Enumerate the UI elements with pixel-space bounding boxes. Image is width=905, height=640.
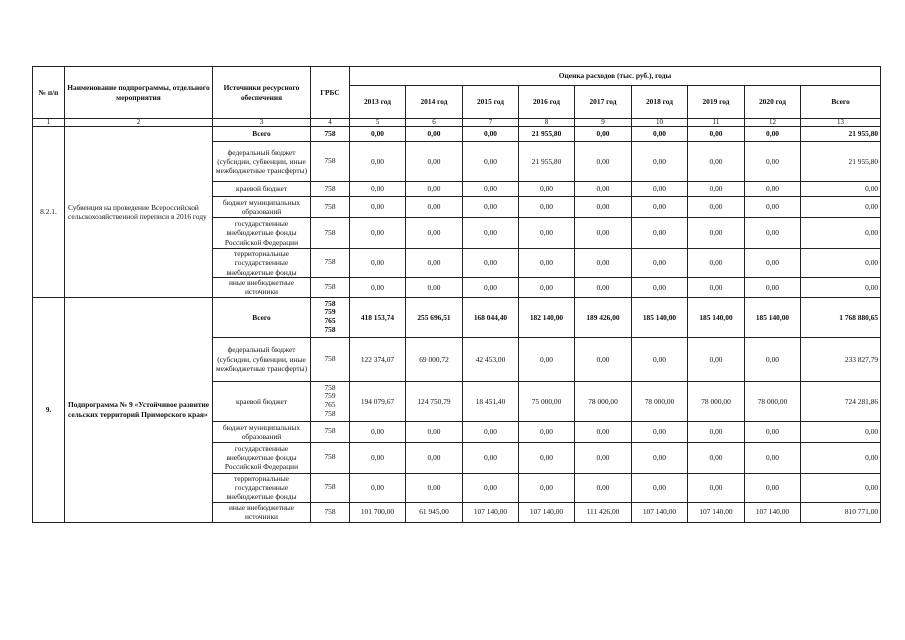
year-value: 0,00 bbox=[688, 218, 745, 249]
year-value: 0,00 bbox=[632, 218, 688, 249]
year-value: 0,00 bbox=[745, 218, 801, 249]
year-value: 0,00 bbox=[688, 249, 745, 278]
total-value: 0,00 bbox=[801, 182, 881, 197]
year-value: 0,00 bbox=[632, 182, 688, 197]
year-value: 0,00 bbox=[575, 442, 632, 473]
header-year: 2017 год bbox=[575, 86, 632, 119]
year-value: 0,00 bbox=[350, 127, 406, 142]
year-value: 182 140,00 bbox=[519, 297, 575, 337]
funding-source: федеральный бюджет (субсидии, субвенции, иные межбюджетные трансферты) bbox=[213, 337, 311, 381]
funding-source: территориальные государственные внебюджетные фонды bbox=[213, 249, 311, 278]
grbs-code: 758 bbox=[324, 506, 336, 516]
grbs-cell bbox=[311, 442, 350, 473]
grbs-cell bbox=[311, 197, 350, 218]
header-estimate: Оценка расходов (тыс. руб.), годы bbox=[350, 67, 881, 86]
year-value: 0,00 bbox=[519, 197, 575, 218]
year-value: 0,00 bbox=[350, 142, 406, 182]
year-value: 0,00 bbox=[745, 249, 801, 278]
year-value: 78 000,00 bbox=[745, 381, 801, 421]
column-number: 9 bbox=[575, 119, 632, 127]
header-name: Наименование подпрограммы, отдельного мероприятия bbox=[65, 67, 213, 119]
header-year: 2018 год bbox=[632, 86, 688, 119]
funding-source: Всего bbox=[213, 297, 311, 337]
column-number: 1 bbox=[33, 119, 65, 127]
grbs-cell bbox=[311, 502, 350, 522]
year-value: 0,00 bbox=[406, 249, 463, 278]
column-number: 8 bbox=[519, 119, 575, 127]
year-value: 0,00 bbox=[632, 337, 688, 381]
year-value: 0,00 bbox=[632, 249, 688, 278]
grbs-code: 758 bbox=[324, 257, 336, 267]
column-number: 12 bbox=[745, 119, 801, 127]
year-value: 0,00 bbox=[745, 182, 801, 197]
grbs-code: 758 bbox=[324, 227, 336, 237]
grbs-cell bbox=[311, 127, 350, 142]
year-value: 0,00 bbox=[688, 337, 745, 381]
grbs-code: 758 bbox=[324, 298, 336, 308]
table-row bbox=[33, 127, 881, 142]
year-value: 0,00 bbox=[350, 218, 406, 249]
grbs-cell bbox=[311, 182, 350, 197]
year-value: 0,00 bbox=[406, 142, 463, 182]
grbs-code: 765 bbox=[324, 400, 336, 410]
column-number: 11 bbox=[688, 119, 745, 127]
year-value: 0,00 bbox=[519, 182, 575, 197]
grbs-code: 758 bbox=[324, 183, 336, 193]
grbs-code: 758 bbox=[324, 426, 336, 436]
grbs-code: 758 bbox=[324, 325, 336, 335]
column-numbers-row bbox=[33, 119, 881, 127]
year-value: 0,00 bbox=[350, 277, 406, 297]
year-value: 0,00 bbox=[688, 197, 745, 218]
year-value: 0,00 bbox=[350, 197, 406, 218]
total-value: 724 281,86 bbox=[801, 381, 881, 421]
year-value: 0,00 bbox=[463, 277, 519, 297]
year-value: 0,00 bbox=[463, 249, 519, 278]
grbs-code: 758 bbox=[324, 281, 336, 291]
funding-source: иные внебюджетные источники bbox=[213, 502, 311, 522]
budget-table bbox=[32, 66, 881, 523]
year-value: 0,00 bbox=[688, 182, 745, 197]
year-value: 0,00 bbox=[575, 421, 632, 442]
year-value: 0,00 bbox=[463, 182, 519, 197]
year-value: 185 140,00 bbox=[632, 297, 688, 337]
total-value: 0,00 bbox=[801, 421, 881, 442]
total-value: 0,00 bbox=[801, 249, 881, 278]
year-value: 0,00 bbox=[519, 421, 575, 442]
grbs-cell bbox=[311, 249, 350, 278]
year-value: 0,00 bbox=[406, 218, 463, 249]
year-value: 185 140,00 bbox=[688, 297, 745, 337]
year-value: 0,00 bbox=[745, 473, 801, 502]
funding-source: краевой бюджет bbox=[213, 182, 311, 197]
year-value: 0,00 bbox=[575, 473, 632, 502]
year-value: 0,00 bbox=[688, 142, 745, 182]
year-value: 0,00 bbox=[632, 442, 688, 473]
year-value: 0,00 bbox=[688, 277, 745, 297]
year-value: 0,00 bbox=[463, 473, 519, 502]
year-value: 418 153,74 bbox=[350, 297, 406, 337]
header-year: 2013 год bbox=[350, 86, 406, 119]
total-value: 21 955,80 bbox=[801, 127, 881, 142]
year-value: 107 140,00 bbox=[463, 502, 519, 522]
column-number: 7 bbox=[463, 119, 519, 127]
year-value: 0,00 bbox=[632, 473, 688, 502]
budget-table-page bbox=[32, 66, 879, 523]
header-year: 2020 год bbox=[745, 86, 801, 119]
grbs-code: 758 bbox=[324, 156, 336, 166]
year-value: 42 453,00 bbox=[463, 337, 519, 381]
grbs-cell bbox=[311, 297, 350, 337]
year-value: 0,00 bbox=[688, 473, 745, 502]
year-value: 0,00 bbox=[745, 127, 801, 142]
table-row bbox=[33, 297, 881, 337]
year-value: 0,00 bbox=[632, 142, 688, 182]
year-value: 0,00 bbox=[745, 442, 801, 473]
grbs-cell bbox=[311, 337, 350, 381]
year-value: 0,00 bbox=[575, 218, 632, 249]
total-value: 1 768 880,65 bbox=[801, 297, 881, 337]
year-value: 194 079,67 bbox=[350, 381, 406, 421]
funding-source: федеральный бюджет (субсидии, субвенции, иные межбюджетные трансферты) bbox=[213, 142, 311, 182]
year-value: 0,00 bbox=[632, 127, 688, 142]
year-value: 0,00 bbox=[406, 197, 463, 218]
year-value: 0,00 bbox=[745, 337, 801, 381]
year-value: 78 000,00 bbox=[575, 381, 632, 421]
year-value: 0,00 bbox=[350, 473, 406, 502]
total-value: 0,00 bbox=[801, 442, 881, 473]
header-grbs: ГРБС bbox=[311, 67, 350, 119]
year-value: 0,00 bbox=[519, 249, 575, 278]
total-value: 0,00 bbox=[801, 473, 881, 502]
year-value: 185 140,00 bbox=[745, 297, 801, 337]
year-value: 0,00 bbox=[632, 197, 688, 218]
table-body bbox=[33, 127, 881, 523]
column-number: 10 bbox=[632, 119, 688, 127]
grbs-cell bbox=[311, 381, 350, 421]
year-value: 255 696,51 bbox=[406, 297, 463, 337]
funding-source: краевой бюджет bbox=[213, 381, 311, 421]
year-value: 0,00 bbox=[463, 197, 519, 218]
year-value: 189 426,00 bbox=[575, 297, 632, 337]
year-value: 0,00 bbox=[632, 277, 688, 297]
total-value: 21 955,80 bbox=[801, 142, 881, 182]
grbs-code: 759 bbox=[324, 391, 336, 401]
funding-source: государственные внебюджетные фонды Российской Федерации bbox=[213, 442, 311, 473]
year-value: 0,00 bbox=[688, 442, 745, 473]
grbs-cell bbox=[311, 277, 350, 297]
total-value: 0,00 bbox=[801, 218, 881, 249]
year-value: 0,00 bbox=[575, 197, 632, 218]
header-no: № п/п bbox=[33, 67, 65, 119]
year-value: 0,00 bbox=[519, 337, 575, 381]
year-value: 0,00 bbox=[575, 337, 632, 381]
year-value: 0,00 bbox=[575, 142, 632, 182]
year-value: 0,00 bbox=[463, 218, 519, 249]
grbs-cell bbox=[311, 142, 350, 182]
year-value: 0,00 bbox=[575, 127, 632, 142]
year-value: 78 000,00 bbox=[688, 381, 745, 421]
header-year: 2015 год bbox=[463, 86, 519, 119]
year-value: 122 374,07 bbox=[350, 337, 406, 381]
year-value: 111 426,00 bbox=[575, 502, 632, 522]
year-value: 124 750,79 bbox=[406, 381, 463, 421]
total-value: 233 827,79 bbox=[801, 337, 881, 381]
year-value: 0,00 bbox=[406, 127, 463, 142]
year-value: 0,00 bbox=[745, 277, 801, 297]
year-value: 0,00 bbox=[350, 421, 406, 442]
funding-source: бюджет муниципальных образований bbox=[213, 197, 311, 218]
section-number: 8.2.1. bbox=[33, 127, 65, 298]
year-value: 0,00 bbox=[463, 127, 519, 142]
grbs-cell bbox=[311, 473, 350, 502]
funding-source: иные внебюджетные источники bbox=[213, 277, 311, 297]
funding-source: бюджет муниципальных образований bbox=[213, 421, 311, 442]
year-value: 107 140,00 bbox=[519, 502, 575, 522]
funding-source: Всего bbox=[213, 127, 311, 142]
year-value: 21 955,80 bbox=[519, 142, 575, 182]
header-year: 2016 год bbox=[519, 86, 575, 119]
year-value: 0,00 bbox=[350, 442, 406, 473]
year-value: 0,00 bbox=[575, 277, 632, 297]
year-value: 18 451,40 bbox=[463, 381, 519, 421]
year-value: 0,00 bbox=[406, 473, 463, 502]
column-number: 3 bbox=[213, 119, 311, 127]
total-value: 0,00 bbox=[801, 197, 881, 218]
year-value: 0,00 bbox=[406, 182, 463, 197]
year-value: 101 700,00 bbox=[350, 502, 406, 522]
year-value: 0,00 bbox=[745, 421, 801, 442]
year-value: 0,00 bbox=[519, 277, 575, 297]
grbs-code: 758 bbox=[324, 128, 336, 138]
grbs-code: 758 bbox=[324, 409, 336, 419]
year-value: 107 140,00 bbox=[632, 502, 688, 522]
year-value: 0,00 bbox=[632, 421, 688, 442]
column-number: 4 bbox=[311, 119, 350, 127]
grbs-cell bbox=[311, 218, 350, 249]
year-value: 0,00 bbox=[406, 277, 463, 297]
header-year: 2019 год bbox=[688, 86, 745, 119]
year-value: 69 000,72 bbox=[406, 337, 463, 381]
section-name: Субвенция на проведение Всероссийской сельскохозяйственной переписи в 2016 году bbox=[65, 127, 213, 298]
year-value: 0,00 bbox=[519, 218, 575, 249]
year-value: 75 000,00 bbox=[519, 381, 575, 421]
header-source: Источники ресурсного обеспечения bbox=[213, 67, 311, 119]
total-value: 0,00 bbox=[801, 277, 881, 297]
year-value: 168 044,40 bbox=[463, 297, 519, 337]
year-value: 0,00 bbox=[688, 421, 745, 442]
header-year: Всего bbox=[801, 86, 881, 119]
grbs-code: 758 bbox=[324, 353, 336, 363]
year-value: 0,00 bbox=[519, 473, 575, 502]
year-value: 0,00 bbox=[406, 421, 463, 442]
year-value: 0,00 bbox=[575, 249, 632, 278]
section-number: 9. bbox=[33, 297, 65, 522]
header-row bbox=[33, 67, 881, 86]
funding-source: государственные внебюджетные фонды Российской Федерации bbox=[213, 218, 311, 249]
year-value: 0,00 bbox=[406, 442, 463, 473]
grbs-code: 758 bbox=[324, 201, 336, 211]
year-value: 0,00 bbox=[519, 442, 575, 473]
year-value: 0,00 bbox=[350, 182, 406, 197]
column-number: 2 bbox=[65, 119, 213, 127]
year-value: 107 140,00 bbox=[745, 502, 801, 522]
year-value: 0,00 bbox=[745, 142, 801, 182]
year-value: 61 945,00 bbox=[406, 502, 463, 522]
year-value: 0,00 bbox=[575, 182, 632, 197]
year-value: 0,00 bbox=[463, 442, 519, 473]
year-value: 0,00 bbox=[463, 142, 519, 182]
year-value: 0,00 bbox=[745, 197, 801, 218]
column-number: 6 bbox=[406, 119, 463, 127]
grbs-cell bbox=[311, 421, 350, 442]
column-number: 5 bbox=[350, 119, 406, 127]
year-value: 0,00 bbox=[463, 421, 519, 442]
grbs-code: 758 bbox=[324, 382, 336, 392]
total-value: 810 771,00 bbox=[801, 502, 881, 522]
grbs-code: 758 bbox=[324, 482, 336, 492]
grbs-code: 758 bbox=[324, 452, 336, 462]
header-year: 2014 год bbox=[406, 86, 463, 119]
year-value: 21 955,80 bbox=[519, 127, 575, 142]
funding-source: территориальные государственные внебюджетные фонды bbox=[213, 473, 311, 502]
year-value: 78 000,00 bbox=[632, 381, 688, 421]
section-name: Подпрограмма № 9 «Устойчивое развитие сельских территорий Приморского края» bbox=[65, 297, 213, 522]
year-value: 0,00 bbox=[688, 127, 745, 142]
year-value: 107 140,00 bbox=[688, 502, 745, 522]
grbs-code: 759 bbox=[324, 307, 336, 317]
year-value: 0,00 bbox=[350, 249, 406, 278]
grbs-code: 765 bbox=[324, 316, 336, 326]
column-number: 13 bbox=[801, 119, 881, 127]
